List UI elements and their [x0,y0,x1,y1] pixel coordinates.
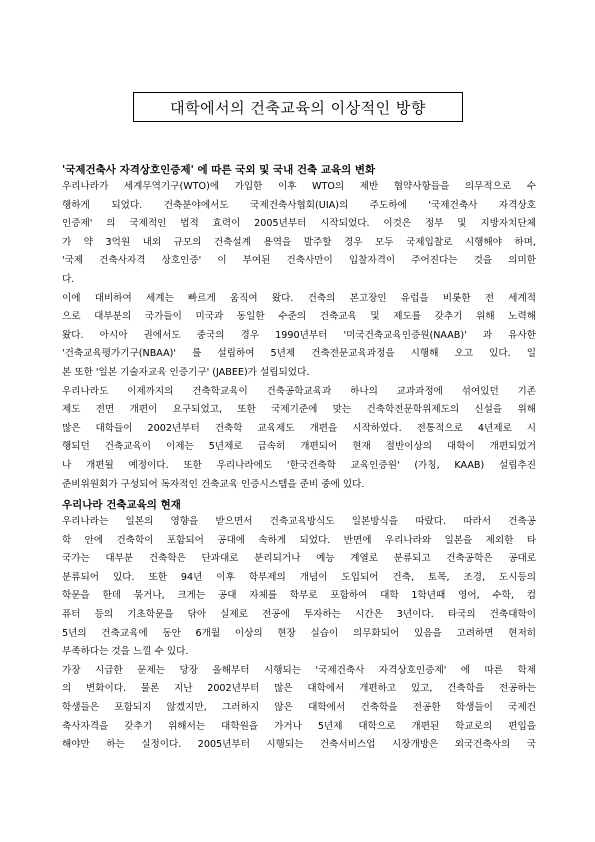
text-line: 인증제' 의 국제적인 법적 효력이 2005년부터 시작되었다. 이것은 정부 및 지방자치단체 [62,218,536,230]
text-line: 본 또한 '일본 기술자교육 인증기구' (JABEE)가 설립되었다. [62,366,310,378]
text-line: 학생들은 포함되지 않겠지만, 그러하지 않은 대학에서 건축학을 전공한 학생들이 국제건 [62,701,536,713]
text-line: 5년의 건축교육에 동안 6개월 이상의 현장 실습이 의무화되어 있음을 고려하면 현저히 [62,627,536,639]
text-line: 행되던 건축교육이 이제는 5년제로 급속히 개편되어 현재 절반이상의 대학이 개편되었거 [62,441,536,453]
section-heading: '국제건축사 자격상호인증제' 에 따른 국외 및 국내 건축 교육의 변화 [62,164,376,176]
text-line: 이에 대비하여 세계는 빠르게 움직여 왔다. 건축의 본고장인 유럽을 비롯한 전 세계적 [62,292,536,304]
text-line: 부족하다는 것을 느낄 수 있다. [62,646,189,658]
text-line: 다. [62,273,75,285]
paragraph [62,513,536,662]
section-heading: 우리나라 건축교육의 현재 [62,499,181,511]
paragraph [62,662,536,755]
text-line: 제도 전면 개편이 요구되었고, 또한 국제기준에 맞는 건축학전문학위제도의 신설을 위해 [62,404,536,416]
paragraph [62,178,536,290]
document-title: 대학에서의 건축교육의 이상적인 방향 [170,98,426,117]
section-korea-current [62,498,536,755]
text-line: 행하게 되었다. 건축분야에서도 국제건축사협회(UIA)의 주도하에 '국제건축사 자격상호 [62,199,536,211]
text-line: 우리나라가 세계무역기구(WTO)에 가입한 이후 WTO의 제반 협약사항들을 의무적으로 수 [62,181,536,192]
text-line: 가 약 3억원 내외 규모의 건축설계 용역을 발주할 경우 모두 국제입찰로 시행해야 하며, [62,236,536,248]
text-line: 축사자격을 갖추기 위해서는 대학원을 가거나 5년제 대학으로 개편된 학교로의 편입을 [62,720,536,732]
text-line: '국제 건축사자격 상호인증' 이 부여된 건축사만이 입찰자격이 주어진다는 것을 의미한 [62,255,536,267]
text-line: 의 변화이다. 물론 지난 2002년부터 많은 대학에서 개편하고 있고, 건축학을 전공하는 [62,683,536,695]
text-line: 우리나라는 일본의 영향을 받으면서 건축교육방식도 일본방식을 따랐다. 따라서 건축공 [62,516,536,527]
text-line: 학 안에 건축학이 포함되어 공대에 속하게 되었다. 반면에 우리나라와 일본을 제외한 타 [62,534,536,546]
text-line: 준비위원회가 구성되어 독자적인 건축교육 인증시스템을 준비 중에 있다. [62,478,365,490]
text-line: 왔다. 아시아 권에서도 중국의 경우 1990년부터 '미국건축교육인증원(NAAB)' 과 유사한 [62,329,536,341]
text-line: 많은 대학들이 2002년부터 건축학 교육제도 개편을 시작하였다. 전통적으로 4년제로 시 [62,422,536,434]
text-line: 분류되어 있다. 또한 94년 이후 학부제의 개념이 도입되어 건축, 토목, 조경, 도시등의 [62,571,536,583]
paragraph [62,383,536,495]
text-line: 학문을 한데 묶거나, 크게는 공대 자체를 학부로 포함하여 대학 1학년때 영어, 수학, 컴 [62,590,536,602]
document-title-box [133,92,463,122]
text-line: 퓨터 등의 기초학문을 닦아 실제로 전공에 투자하는 시간은 3년이다. 타국의 건축대학이 [62,608,536,620]
paragraph [62,290,536,383]
text-line: '건축교육평가기구(NBAA)' 를 설립하여 5년제 건축전문교육과정을 시행해 오고 있다. 일 [62,348,536,360]
text-line: 으로 대부분의 국가들이 미국과 동일한 수준의 건축교육 및 제도를 갖추기 위해 노력해 [62,311,536,323]
text-line: 국가는 대부분 건축학은 단과대로 분리되거나 예능 계열로 분류되고 건축공학은 공대로 [62,553,536,565]
text-line: 우리나라도 이제까지의 건축학교육이 건축공학교육과 하나의 교과과정에 섞여있던 기존 [62,385,536,397]
section-intl-change [62,163,536,494]
text-line: 가장 시급한 문제는 당장 올해부터 시행되는 '국제건축사 자격상호인증제' 에 따른 학제 [62,664,536,676]
text-line: 나 개편될 예정이다. 또한 우리나라에도 '한국건축학 교육인증원' (가칭, KAAB) 설립추진 [62,459,536,471]
text-line: 해야만 하는 실정이다. 2005년부터 시행되는 건축서비스업 시장개방은 외국건축사의 국 [62,739,536,751]
